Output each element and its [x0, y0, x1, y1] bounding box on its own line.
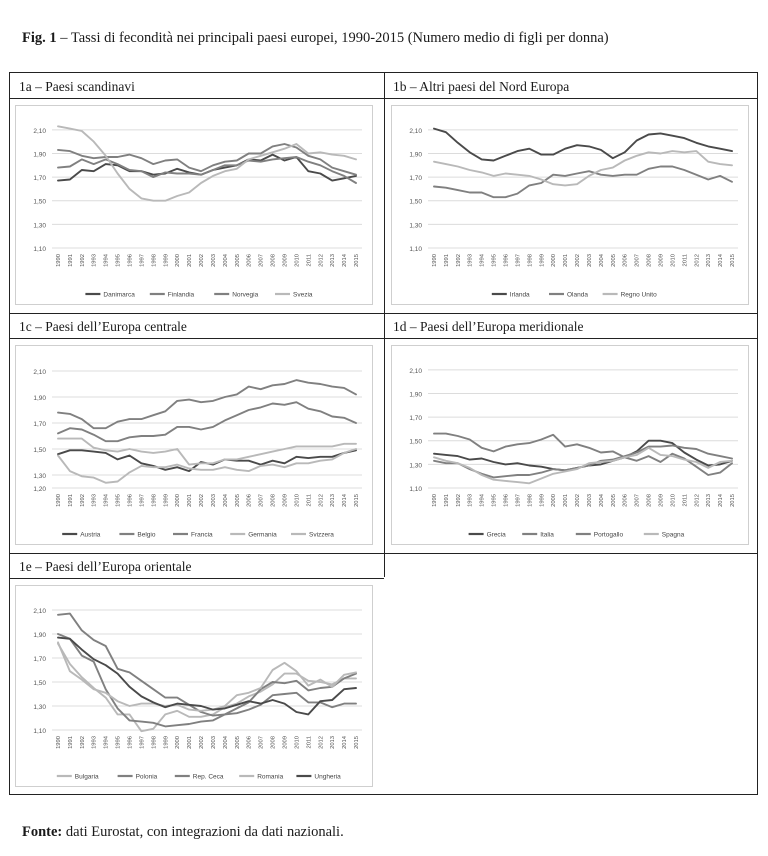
panel-1d-chart [391, 345, 749, 545]
legend-label-1d: Portogallo [593, 531, 624, 539]
panel-1a [10, 73, 384, 313]
panel-1a-chart [15, 105, 373, 305]
x-tick-label-1c: 1997 [139, 494, 146, 507]
y-tick-label-1d: 1,50 [409, 438, 422, 446]
legend-label-1a: Svezia [293, 291, 313, 299]
x-tick-label-1d: 2003 [586, 494, 593, 507]
legend-label-1b: Irlanda [509, 291, 530, 299]
panel-1b [384, 73, 757, 313]
chart-1b-svg [392, 106, 748, 304]
x-tick-label-1c: 2010 [294, 494, 301, 507]
y-tick-label-1a: 1,50 [33, 198, 46, 206]
y-tick-label-1b: 1,30 [409, 222, 422, 230]
x-tick-label-1d: 2001 [563, 494, 570, 507]
legend-label-1e: Rep. Ceca [192, 773, 224, 781]
x-tick-label-1a: 2010 [294, 254, 301, 267]
y-tick-label-1d: 1,90 [409, 391, 422, 399]
x-tick-label-1a: 1997 [139, 254, 146, 267]
x-tick-label-1d: 2009 [658, 494, 665, 507]
x-tick-label-1a: 2001 [187, 254, 194, 267]
x-tick-label-1d: 2005 [610, 494, 617, 507]
x-tick-label-1c: 2012 [318, 494, 325, 507]
x-tick-label-1d: 1991 [443, 494, 450, 507]
y-tick-label-1c: 2,10 [33, 369, 46, 376]
panel-1d [384, 313, 757, 553]
row3-column-divider [384, 553, 385, 577]
x-tick-label-1d: 2002 [575, 494, 582, 507]
x-tick-label-1b: 1999 [539, 254, 546, 267]
chart-1e-svg [16, 586, 372, 786]
y-tick-label-1a: 1,90 [33, 151, 46, 159]
x-tick-label-1d: 2006 [622, 494, 629, 507]
series-line-1c-francia [58, 380, 356, 428]
x-tick-label-1b: 1990 [431, 254, 438, 267]
y-tick-label-1e: 1,90 [33, 632, 46, 639]
x-tick-label-1d: 2008 [646, 494, 653, 507]
x-tick-label-1a: 2003 [210, 254, 217, 267]
x-tick-label-1a: 2014 [342, 254, 349, 267]
x-tick-label-1c: 1994 [103, 494, 110, 507]
x-tick-label-1c: 2006 [246, 494, 253, 507]
legend-label-1a: Norvegia [232, 291, 259, 299]
y-tick-label-1a: 1,10 [33, 246, 46, 253]
x-tick-label-1d: 1990 [431, 494, 438, 507]
x-tick-label-1b: 1997 [515, 254, 522, 267]
y-tick-label-1b: 1,70 [409, 175, 422, 183]
x-tick-label-1a: 2000 [175, 254, 182, 267]
x-tick-label-1b: 1994 [479, 254, 486, 267]
x-tick-label-1b: 2000 [551, 254, 558, 267]
x-tick-label-1a: 2007 [258, 254, 265, 267]
panel-1c-title: 1c – Paesi dell’Europa centrale [19, 319, 187, 334]
x-tick-label-1a: 2002 [199, 254, 206, 267]
x-tick-label-1d: 2007 [634, 494, 641, 507]
x-tick-label-1a: 2011 [306, 254, 313, 267]
x-tick-label-1c: 2000 [175, 494, 182, 507]
x-tick-label-1e: 2008 [270, 736, 277, 749]
x-tick-label-1b: 2005 [610, 254, 617, 267]
x-tick-label-1d: 1994 [479, 494, 486, 507]
x-tick-label-1e: 2006 [246, 736, 253, 749]
series-line-1b-irlanda [434, 129, 732, 161]
x-tick-label-1d: 1997 [515, 494, 522, 507]
y-tick-label-1b: 1,50 [409, 198, 422, 206]
y-tick-label-1d: 1,10 [409, 486, 422, 493]
y-tick-label-1e: 2,10 [33, 608, 46, 615]
x-tick-label-1e: 2012 [318, 736, 325, 749]
x-tick-label-1b: 1991 [443, 254, 450, 267]
x-tick-label-1a: 1999 [163, 254, 170, 267]
y-tick-label-1e: 1,10 [33, 728, 46, 735]
x-tick-label-1a: 2015 [354, 254, 361, 267]
legend-label-1d: Italia [540, 531, 554, 539]
x-tick-label-1b: 2014 [718, 254, 725, 267]
x-tick-label-1e: 1998 [151, 736, 158, 749]
panel-1b-chart [391, 105, 749, 305]
y-tick-label-1d: 1,30 [409, 462, 422, 470]
x-tick-label-1c: 1991 [67, 494, 74, 507]
legend-label-1d: Spagna [661, 531, 685, 539]
x-tick-label-1e: 2005 [234, 736, 241, 749]
x-tick-label-1e: 2015 [354, 736, 361, 749]
x-tick-label-1b: 2010 [670, 254, 677, 267]
x-tick-label-1d: 2000 [551, 494, 558, 507]
series-line-1d-spagna [434, 448, 732, 484]
legend-label-1b: Regno Unito [620, 291, 657, 299]
x-tick-label-1c: 1993 [91, 494, 98, 507]
y-tick-label-1a: 2,10 [33, 127, 46, 135]
y-tick-label-1c: 1,90 [33, 395, 46, 402]
x-tick-label-1a: 2005 [234, 254, 241, 267]
panel-1c-chart [15, 345, 373, 545]
x-tick-label-1a: 2013 [330, 254, 337, 267]
x-tick-label-1a: 1993 [91, 254, 98, 267]
x-tick-label-1e: 1999 [163, 736, 170, 749]
y-tick-label-1b: 1,10 [409, 246, 422, 253]
x-tick-label-1d: 2010 [670, 494, 677, 507]
panel-1d-title-rule [384, 338, 757, 339]
x-tick-label-1a: 2009 [282, 254, 289, 267]
x-tick-label-1b: 1995 [491, 254, 498, 267]
x-tick-label-1e: 1991 [67, 736, 74, 749]
y-tick-label-1b: 2,10 [409, 127, 422, 135]
x-tick-label-1d: 2013 [706, 494, 713, 507]
x-tick-label-1b: 1996 [503, 254, 510, 267]
x-tick-label-1c: 2009 [282, 494, 289, 507]
x-tick-label-1c: 2005 [234, 494, 241, 507]
figure-title-text: – Tassi di fecondità nei principali paesi europei, 1990-2015 (Numero medio di figli per donna) [56, 30, 609, 46]
y-tick-label-1e: 1,70 [33, 656, 46, 663]
y-tick-label-1c: 1,30 [33, 473, 46, 480]
x-tick-label-1d: 1993 [467, 494, 474, 507]
legend-label-1d: Grecia [486, 531, 506, 539]
panel-1b-title: 1b – Altri paesi del Nord Europa [393, 79, 570, 94]
y-tick-label-1c: 1,50 [33, 447, 46, 454]
x-tick-label-1b: 2013 [706, 254, 713, 267]
x-tick-label-1e: 1990 [55, 736, 62, 749]
x-tick-label-1e: 2013 [330, 736, 337, 749]
panel-1e-title: 1e – Paesi dell’Europa orientale [19, 559, 192, 574]
x-tick-label-1a: 2006 [246, 254, 253, 267]
x-tick-label-1e: 1992 [79, 736, 86, 749]
panel-1c-title-rule [10, 338, 384, 339]
x-tick-label-1e: 2004 [222, 736, 229, 749]
x-tick-label-1e: 1995 [115, 736, 122, 749]
x-tick-label-1d: 1996 [503, 494, 510, 507]
x-tick-label-1c: 2014 [342, 494, 349, 507]
legend-label-1c: Francia [191, 531, 213, 539]
series-line-1c-svizzera [58, 439, 356, 465]
x-tick-label-1a: 1998 [151, 254, 158, 267]
x-tick-label-1e: 2000 [175, 736, 182, 749]
panel-1e [10, 553, 384, 794]
x-tick-label-1e: 1993 [91, 736, 98, 749]
x-tick-label-1b: 2002 [575, 254, 582, 267]
series-line-1a-norvegia [58, 144, 356, 175]
legend-label-1c: Svizzera [309, 531, 334, 539]
source-note [22, 824, 344, 841]
x-tick-label-1b: 2012 [694, 254, 701, 267]
legend-label-1e: Ungheria [314, 773, 341, 781]
x-tick-label-1b: 2003 [586, 254, 593, 267]
legend-label-1b: Olanda [567, 291, 588, 299]
x-tick-label-1c: 2002 [199, 494, 206, 507]
x-tick-label-1d: 2012 [694, 494, 701, 507]
legend-label-1a: Danimarca [103, 291, 135, 299]
x-tick-label-1b: 1998 [527, 254, 534, 267]
x-tick-label-1c: 2007 [258, 494, 265, 507]
y-tick-label-1c: 1,20 [33, 486, 46, 493]
x-tick-label-1c: 2004 [222, 494, 229, 507]
chart-1a-svg [16, 106, 372, 304]
x-tick-label-1b: 2006 [622, 254, 629, 267]
chart-1c-svg [16, 346, 372, 544]
x-tick-label-1e: 2009 [282, 736, 289, 749]
legend-label-1c: Austria [80, 531, 101, 539]
x-tick-label-1d: 1998 [527, 494, 534, 507]
x-tick-label-1e: 2007 [258, 736, 265, 749]
x-tick-label-1a: 1990 [55, 254, 62, 267]
series-line-1b-regno-unito [434, 151, 732, 185]
x-tick-label-1d: 2014 [718, 494, 725, 507]
x-tick-label-1c: 1990 [55, 494, 62, 507]
series-line-1c-belgio [58, 402, 356, 441]
x-tick-label-1e: 1997 [139, 736, 146, 749]
chart-1d-svg [392, 346, 748, 544]
legend-label-1e: Polonia [135, 773, 158, 781]
series-line-1e-bulgaria [58, 644, 356, 732]
y-tick-label-1e: 1,50 [33, 680, 46, 687]
series-line-1e-romania [58, 642, 356, 710]
x-tick-label-1e: 2014 [342, 736, 349, 749]
x-tick-label-1e: 1996 [127, 736, 134, 749]
panel-1e-chart [15, 585, 373, 787]
x-tick-label-1a: 2012 [318, 254, 325, 267]
x-tick-label-1c: 1995 [115, 494, 122, 507]
x-tick-label-1c: 2015 [354, 494, 361, 507]
x-tick-label-1b: 1992 [455, 254, 462, 267]
panel-1e-title-rule [10, 578, 384, 579]
y-tick-label-1b: 1,90 [409, 151, 422, 159]
x-tick-label-1d: 1999 [539, 494, 546, 507]
x-tick-label-1e: 2010 [294, 736, 301, 749]
x-tick-label-1e: 1994 [103, 736, 110, 749]
x-tick-label-1a: 1996 [127, 254, 134, 267]
x-tick-label-1d: 2015 [730, 494, 737, 507]
x-tick-label-1a: 2008 [270, 254, 277, 267]
x-tick-label-1a: 1991 [67, 254, 74, 267]
legend-label-1e: Bulgaria [74, 773, 99, 781]
x-tick-label-1d: 2004 [598, 494, 605, 507]
figure-panel-grid [9, 72, 758, 795]
legend-label-1c: Belgio [137, 531, 156, 539]
y-tick-label-1a: 1,30 [33, 222, 46, 230]
y-tick-label-1a: 1,70 [33, 175, 46, 183]
x-tick-label-1c: 2011 [306, 494, 313, 507]
x-tick-label-1a: 2004 [222, 254, 229, 267]
panel-1c [10, 313, 384, 553]
x-tick-label-1c: 2003 [210, 494, 217, 507]
x-tick-label-1e: 2003 [210, 736, 217, 749]
x-tick-label-1d: 1995 [491, 494, 498, 507]
x-tick-label-1b: 2001 [563, 254, 570, 267]
y-tick-label-1e: 1,30 [33, 704, 46, 711]
panel-1b-title-rule [384, 98, 757, 99]
x-tick-label-1e: 2011 [306, 736, 313, 749]
x-tick-label-1b: 2011 [682, 254, 689, 267]
x-tick-label-1c: 1992 [79, 494, 86, 507]
x-tick-label-1d: 1992 [455, 494, 462, 507]
x-tick-label-1b: 1993 [467, 254, 474, 267]
x-tick-label-1b: 2009 [658, 254, 665, 267]
legend-label-1a: Finlandia [167, 291, 195, 299]
figure-label: Fig. 1 [22, 30, 57, 46]
x-tick-label-1e: 2002 [199, 736, 206, 749]
y-tick-label-1d: 2,10 [409, 367, 422, 375]
x-tick-label-1c: 2001 [187, 494, 194, 507]
source-text: dati Eurostat, con integrazioni da dati nazionali. [62, 824, 344, 840]
panel-1d-title: 1d – Paesi dell’Europa meridionale [393, 319, 584, 334]
x-tick-label-1a: 1995 [115, 254, 122, 267]
x-tick-label-1b: 2007 [634, 254, 641, 267]
x-tick-label-1c: 2008 [270, 494, 277, 507]
legend-label-1c: Germania [248, 531, 277, 539]
panel-1a-title-rule [10, 98, 384, 99]
x-tick-label-1c: 1998 [151, 494, 158, 507]
series-line-1c-germania [58, 449, 356, 483]
x-tick-label-1c: 2013 [330, 494, 337, 507]
x-tick-label-1b: 2015 [730, 254, 737, 267]
x-tick-label-1c: 1996 [127, 494, 134, 507]
series-line-1c-austria [58, 450, 356, 471]
panel-1a-title: 1a – Paesi scandinavi [19, 79, 135, 94]
legend-label-1e: Romania [257, 773, 284, 781]
source-label: Fonte: [22, 824, 63, 840]
x-tick-label-1b: 2008 [646, 254, 653, 267]
x-tick-label-1e: 2001 [187, 736, 194, 749]
x-tick-label-1b: 2004 [598, 254, 605, 267]
x-tick-label-1a: 1992 [79, 254, 86, 267]
y-tick-label-1d: 1,70 [409, 415, 422, 423]
x-tick-label-1c: 1999 [163, 494, 170, 507]
y-tick-label-1c: 1,70 [33, 421, 46, 428]
x-tick-label-1d: 2011 [682, 494, 689, 507]
x-tick-label-1a: 1994 [103, 254, 110, 267]
figure-title [22, 30, 609, 47]
